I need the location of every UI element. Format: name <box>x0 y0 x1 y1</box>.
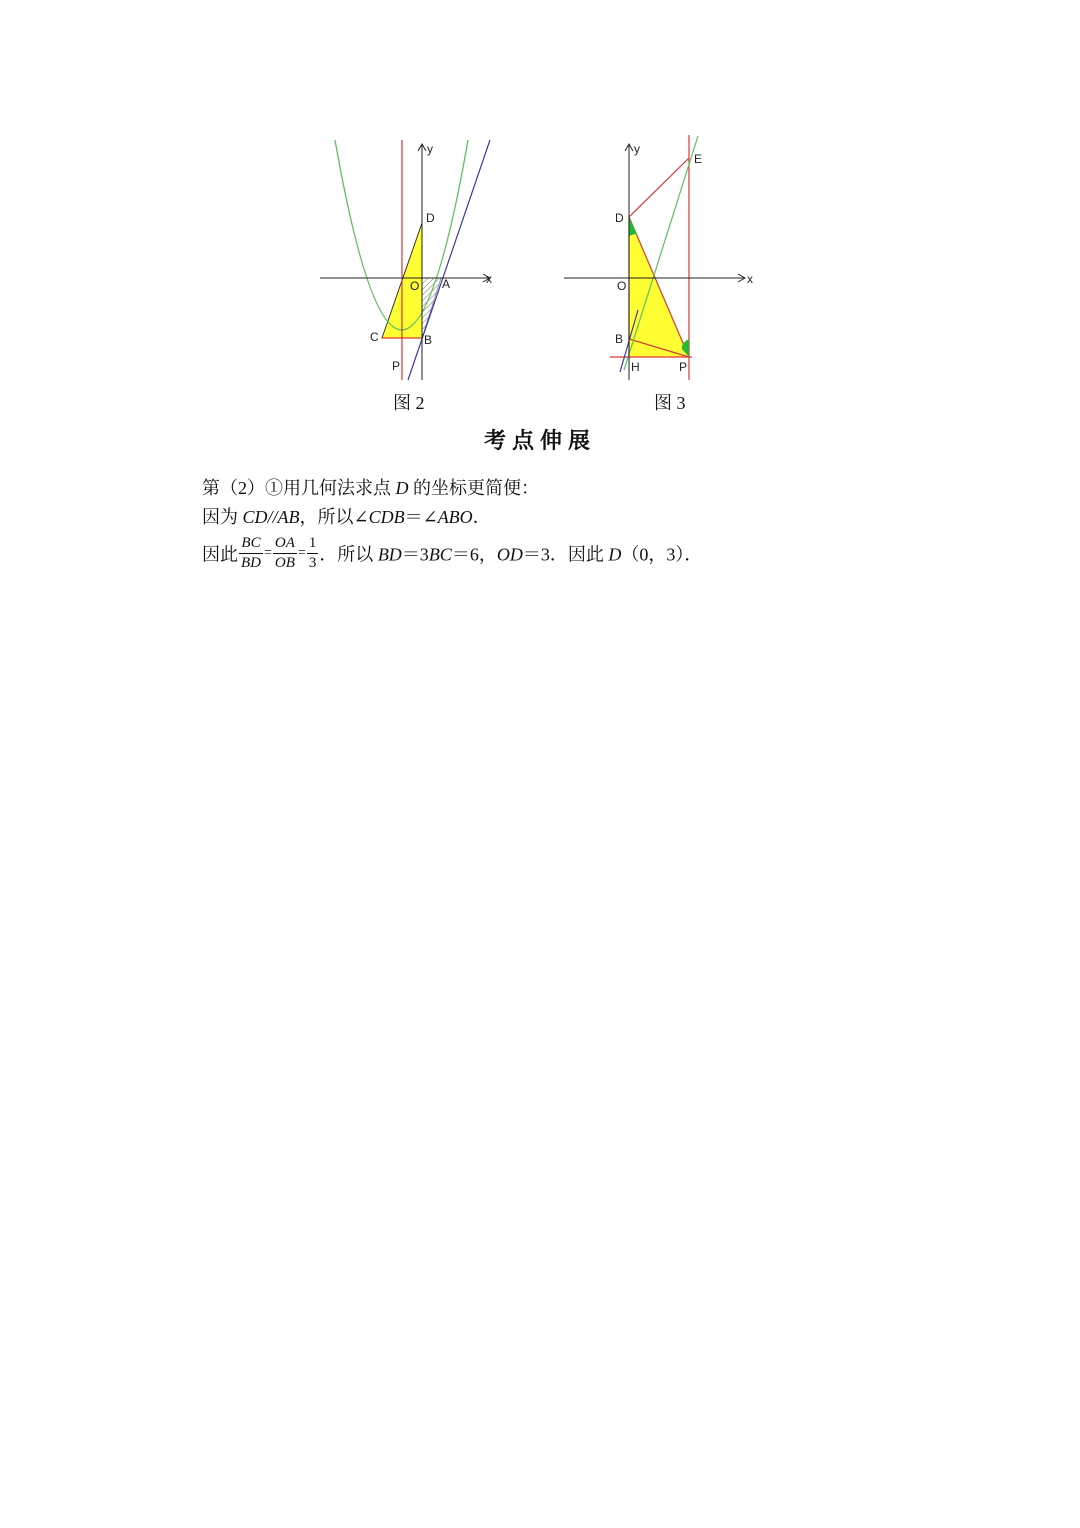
line-2-pre: 因为 <box>202 507 243 527</box>
figure-2 <box>310 130 510 385</box>
figure-2-caption: 图 2 <box>393 393 425 413</box>
fraction-bc-bd <box>239 534 263 573</box>
line-1-pre: 第（2）①用几何法求点 <box>202 478 396 498</box>
equals-2: = <box>297 545 306 561</box>
angle-mark-d <box>629 217 637 236</box>
label-c: C <box>370 330 379 344</box>
line-2 <box>202 503 491 529</box>
fraction-1-numerator: BC <box>239 534 263 554</box>
section-heading: 考点伸展 <box>483 428 596 454</box>
point-d: D <box>395 478 409 498</box>
fraction-1-denominator: BD <box>241 554 261 571</box>
fraction-oa-ob <box>273 534 297 573</box>
line-3-eq5: ＝3．因此 <box>522 544 609 565</box>
label-h: H <box>631 360 640 374</box>
label-x: x <box>486 272 492 286</box>
label-d: D <box>615 211 624 225</box>
fraction-one-third <box>307 534 319 573</box>
fraction-2-denominator: OB <box>274 554 295 571</box>
line-3-after: ．所以 <box>319 544 378 565</box>
label-y: y <box>427 142 433 156</box>
label-p: P <box>679 360 688 374</box>
line-2-end: ． <box>472 507 491 527</box>
label-b: B <box>615 332 624 346</box>
label-b: B <box>424 333 433 347</box>
angle-abo: ABO <box>437 507 473 527</box>
segment-bc: BC <box>428 544 452 565</box>
point-d-coordinates: （0，3）． <box>621 544 703 565</box>
red-line-de <box>629 158 689 217</box>
figure-3-caption: 图 3 <box>654 393 686 413</box>
point-d-result: D <box>608 544 622 565</box>
line-3-eq3: ＝3 <box>401 544 429 565</box>
label-o: O <box>617 279 627 293</box>
line-2-mid: ，所以∠ <box>299 507 369 527</box>
label-a: A <box>442 277 451 291</box>
fraction-3-numerator: 1 <box>307 534 319 554</box>
label-o: O <box>410 279 420 293</box>
segment-bd: BD <box>377 544 402 565</box>
line-2-eq: ＝∠ <box>404 507 438 527</box>
label-x: x <box>747 272 753 286</box>
label-e: E <box>694 152 703 166</box>
fraction-3-denominator: 3 <box>308 554 317 571</box>
label-y: y <box>634 142 640 156</box>
figure-2-graph <box>310 130 510 385</box>
line-1-post: 的坐标更简便： <box>408 478 539 498</box>
segment-od: OD <box>496 544 523 565</box>
relation-cd-ab: CD//AB <box>242 507 300 527</box>
line-1 <box>202 474 539 500</box>
fraction-2-numerator: OA <box>273 534 297 554</box>
line-3-pre: 因此 <box>202 544 238 565</box>
line-3 <box>202 534 702 573</box>
label-p: P <box>392 359 401 373</box>
figure-3 <box>560 130 760 385</box>
label-d: D <box>426 211 435 225</box>
figure-3-graph <box>560 130 760 385</box>
equals-1: = <box>264 545 272 561</box>
line-3-eq4: ＝6， <box>451 544 497 565</box>
angle-cdb: CDB <box>368 507 405 527</box>
